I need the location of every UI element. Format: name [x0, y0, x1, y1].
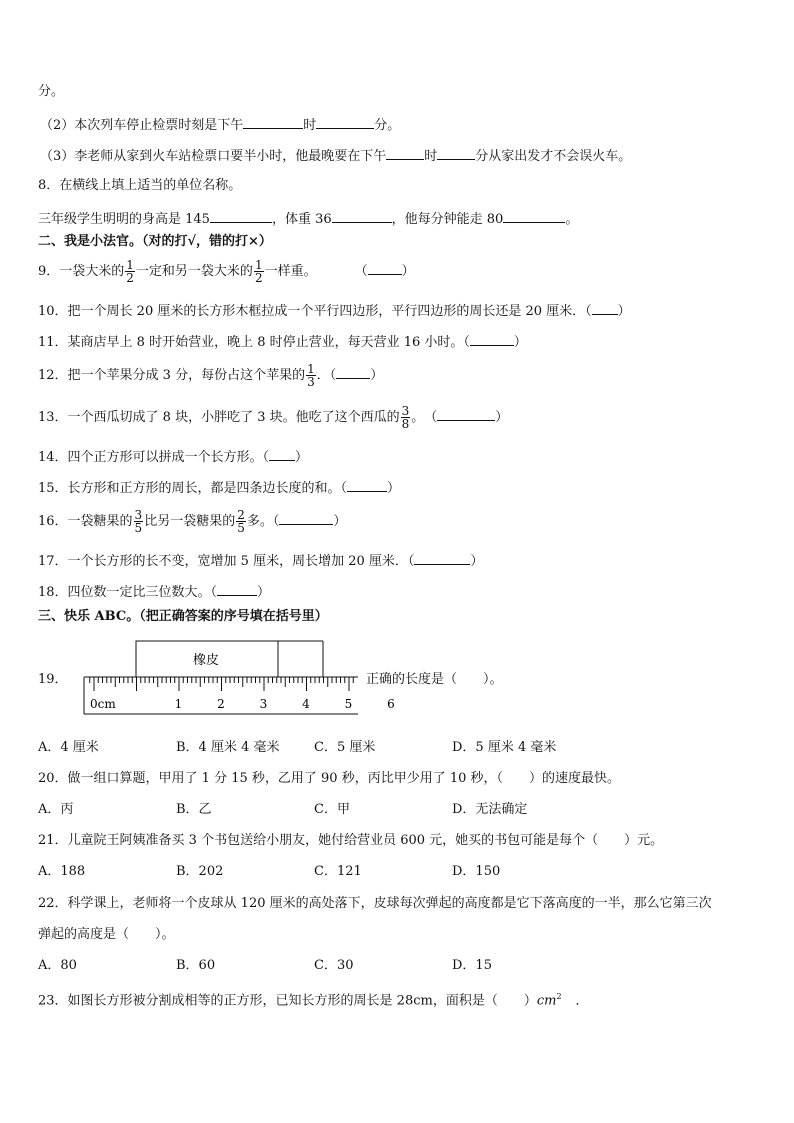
- text: ．（: [316, 368, 337, 383]
- text: 12．把一个苹果分成 3 分，每份占这个苹果的: [38, 368, 306, 383]
- text: ）: [387, 481, 401, 496]
- option-d[interactable]: D．5 厘米 4 毫米: [452, 740, 557, 755]
- text: 19．: [38, 672, 68, 687]
- ruler-figure: [78, 640, 395, 718]
- text: 。: [565, 212, 579, 227]
- text: ）: [617, 304, 631, 319]
- ruler-label: 0cm: [90, 697, 116, 711]
- option-d[interactable]: D．150: [452, 864, 501, 879]
- answer-blank[interactable]: [437, 147, 475, 160]
- question-9: [38, 258, 415, 286]
- ruler-label: 1: [174, 697, 183, 711]
- option-b[interactable]: B．202: [176, 864, 224, 879]
- text: 21．儿童院王阿姨准备买 3 个书包送给小朋友，她付给营业员 600 元，她买的书包可能是每个（ ）元。: [38, 833, 664, 848]
- text: ）: [370, 368, 384, 383]
- text: 。 （: [411, 410, 438, 425]
- option-b[interactable]: B．乙: [176, 802, 212, 817]
- fraction: [401, 405, 411, 430]
- text: 15．长方形和正方形的周长，都是四条边长度的和。（: [38, 481, 348, 496]
- answer-blank[interactable]: [386, 147, 424, 160]
- text: ）: [513, 335, 527, 350]
- option-a[interactable]: A．80: [38, 958, 77, 973]
- question-12: [38, 362, 383, 390]
- text: ）: [295, 450, 309, 465]
- text: 14．四个正方形可以拼成一个长方形。（: [38, 450, 270, 465]
- text: ）: [401, 264, 415, 279]
- option-a[interactable]: A．丙: [38, 802, 74, 817]
- eraser-label: 橡皮: [193, 653, 220, 668]
- text: 时: [424, 149, 438, 164]
- text: （: [354, 264, 368, 279]
- question-13: [38, 404, 508, 432]
- question-22-cont: [38, 927, 175, 943]
- denominator: 8: [401, 417, 410, 431]
- text: 16．一袋糖果的: [38, 514, 133, 529]
- text: 一定和另一袋大米的: [135, 264, 253, 279]
- numerator: 2: [237, 508, 245, 522]
- text: 二、我是小法官。（对的打√，错的打×）: [38, 234, 272, 249]
- text: ，体重 36: [271, 212, 332, 227]
- text: 10．把一个周长 20 厘米的长方形木框拉成一个平行四边形，平行四边形的周长还是 20 厘米．（: [38, 304, 592, 319]
- answer-blank[interactable]: [269, 448, 295, 461]
- ruler-label: 6: [387, 697, 395, 711]
- option-c[interactable]: C．甲: [314, 802, 350, 817]
- text: ，他每分钟能走 80: [391, 212, 504, 227]
- text: ）: [333, 514, 347, 529]
- section-2-title: [38, 234, 272, 250]
- question-14: [38, 448, 308, 466]
- numerator: 3: [401, 404, 410, 418]
- fraction: [125, 259, 135, 284]
- numerator: 1: [126, 258, 134, 272]
- text: 比另一袋糖果的: [144, 514, 236, 529]
- text: 分。: [374, 118, 401, 133]
- answer-blank[interactable]: [316, 116, 374, 129]
- option-a[interactable]: A．4 厘米: [38, 740, 99, 755]
- text: ．: [575, 993, 589, 1009]
- unit-exponent: 2: [556, 992, 562, 1001]
- option-b[interactable]: B．60: [176, 958, 216, 973]
- section-3-title: [38, 609, 328, 625]
- text: 9．一袋大米的: [38, 264, 125, 279]
- ruler-labels: [90, 697, 395, 711]
- text: 弹起的高度是（ ）。: [38, 927, 175, 942]
- option-b[interactable]: B．4 厘米 4 毫米: [176, 740, 280, 755]
- text: ）: [257, 585, 271, 600]
- option-c[interactable]: C．121: [314, 864, 362, 879]
- question-7-3: [40, 147, 631, 165]
- option-a[interactable]: A．188: [38, 864, 86, 879]
- question-7-2: [40, 116, 400, 134]
- answer-blank[interactable]: [503, 210, 565, 223]
- numerator: 1: [307, 362, 315, 376]
- question-15: [38, 479, 400, 497]
- denominator: 2: [254, 271, 263, 285]
- denominator: 5: [134, 521, 143, 535]
- fraction: [134, 509, 144, 534]
- fraction: [236, 509, 246, 534]
- answer-blank[interactable]: [592, 302, 618, 315]
- option-c[interactable]: C．30: [314, 958, 354, 973]
- answer-blank[interactable]: [347, 479, 387, 492]
- unit: cm: [536, 993, 557, 1009]
- question-20: [38, 771, 620, 787]
- denominator: 5: [237, 521, 245, 535]
- question-16: [38, 508, 346, 536]
- denominator: 3: [307, 375, 315, 389]
- answer-blank[interactable]: [437, 408, 495, 421]
- answer-blank[interactable]: [217, 583, 257, 596]
- question-18: [38, 583, 270, 601]
- ruler-label: 2: [217, 697, 225, 711]
- text: ）: [495, 410, 509, 425]
- text: 多。（: [246, 514, 280, 529]
- answer-blank[interactable]: [414, 552, 470, 565]
- question-23: [38, 989, 589, 1009]
- text: 正确的长度是（ ）。: [366, 672, 503, 687]
- text: 20．做一组口算题，甲用了 1 分 15 秒，乙用了 90 秒，丙比甲少用了 10 秒，（ ）的速度最快。: [38, 771, 620, 786]
- numerator: 1: [254, 258, 263, 272]
- answer-blank[interactable]: [470, 333, 514, 346]
- text: 分。: [38, 84, 65, 99]
- ruler-label: 3: [259, 697, 268, 711]
- text: 18．四位数一定比三位数大。（: [38, 585, 218, 600]
- text: 23．如图长方形被分割成相等的正方形，已知长方形的周长是 28cm，面积是（ ）: [38, 993, 537, 1009]
- answer-blank[interactable]: [279, 512, 333, 525]
- option-d[interactable]: D．15: [452, 958, 492, 973]
- text: 17．一个长方形的长不变，宽增加 5 厘米，周长增加 20 厘米．（: [38, 554, 415, 569]
- text: （3）李老师从家到火车站检票口要半小时，他最晚要在下午: [40, 149, 387, 164]
- question-11: [38, 333, 527, 351]
- text: 时: [303, 118, 317, 133]
- text: 三年级学生明明的身高是 145: [38, 212, 210, 227]
- text: （2）本次列车停止检票时刻是下午: [40, 118, 244, 133]
- answer-blank[interactable]: [336, 366, 370, 379]
- question-22: [38, 896, 712, 912]
- continuation-text: [38, 84, 64, 100]
- question-19-number: [38, 672, 68, 688]
- answer-blank[interactable]: [243, 116, 303, 129]
- question-10: [38, 302, 631, 320]
- text: 三、快乐 ABC。（把正确答案的序号填在括号里）: [38, 609, 328, 624]
- ruler-ticks: [90, 677, 354, 691]
- fraction: [306, 363, 316, 388]
- text: 11．某商店早上 8 时开始营业，晚上 8 时停止营业，每天营业 16 小时。（: [38, 335, 470, 350]
- text: 13．一个西瓜切成了 8 块，小胖吃了 3 块。他吃了这个西瓜的: [38, 410, 400, 425]
- ruler-label: 5: [344, 697, 353, 711]
- denominator: 2: [126, 271, 134, 285]
- text: 一样重。: [264, 264, 317, 279]
- option-d[interactable]: D．无法确定: [452, 802, 528, 817]
- text: 22．科学课上，老师将一个皮球从 120 厘米的高处落下，皮球每次弹起的高度都是它下落高度的一半，那么它第三次: [38, 896, 712, 911]
- ruler-label: 4: [302, 697, 310, 711]
- question-8-body: [38, 210, 578, 228]
- option-c[interactable]: C．5 厘米: [314, 740, 376, 755]
- question-17: [38, 552, 483, 570]
- question-21: [38, 833, 663, 849]
- text: 分从家出发才不会误火车。: [475, 149, 632, 164]
- text: ）: [470, 554, 484, 569]
- answer-blank[interactable]: [210, 210, 272, 223]
- question-8: [38, 178, 241, 194]
- fraction: [254, 259, 264, 284]
- numerator: 3: [134, 508, 143, 522]
- answer-blank[interactable]: [332, 210, 392, 223]
- answer-blank[interactable]: [368, 262, 402, 275]
- text: 8．在横线上填上适当的单位名称。: [38, 178, 242, 193]
- question-19-text: [366, 672, 503, 688]
